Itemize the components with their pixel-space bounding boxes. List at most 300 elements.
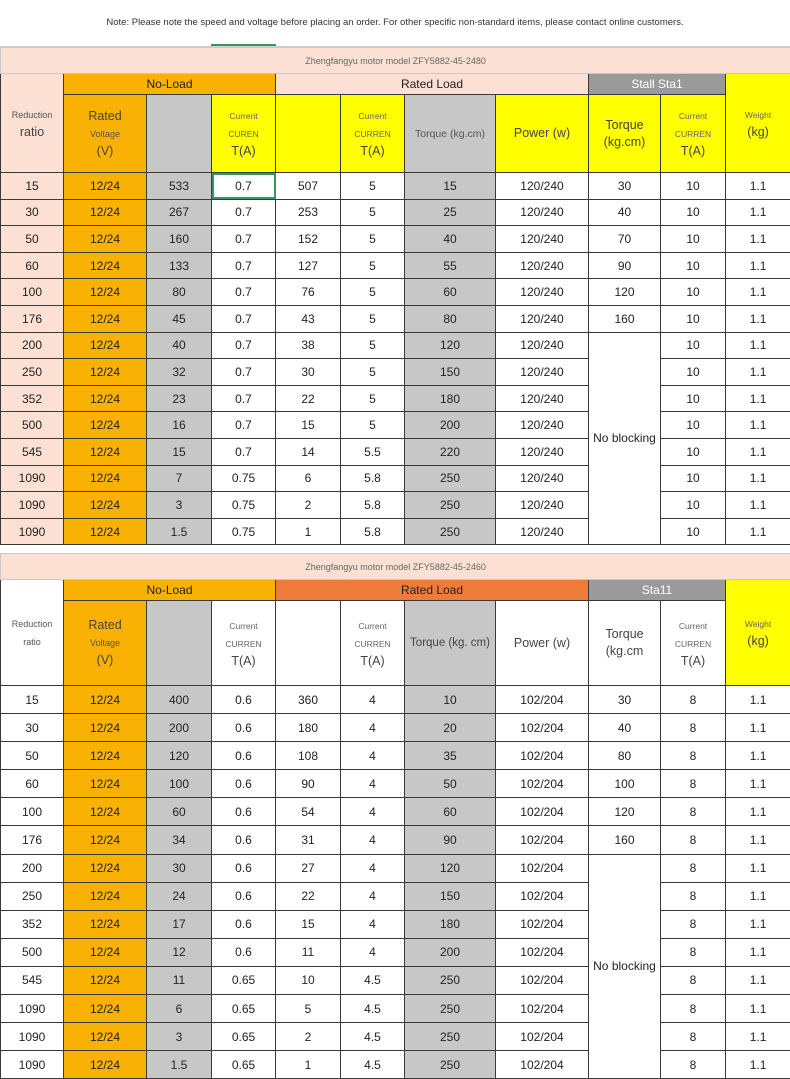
cell-nl-speed: 3: [147, 1023, 212, 1051]
cell-s-cur: 10: [661, 412, 726, 439]
cell-ratio: 1090: [1, 518, 64, 545]
cell-r-speed: 90: [276, 770, 341, 798]
cell-weight: 1.1: [726, 1051, 790, 1079]
cell-weight: 1.1: [726, 226, 790, 253]
cell-r-speed: 22: [276, 385, 341, 412]
cell-power: 102/204: [496, 938, 589, 966]
cell-r-torque: 180: [405, 910, 496, 938]
header-speed-blurred: [276, 95, 341, 173]
cell-nl-cur: 0.7: [212, 412, 276, 439]
cell-nl-cur: 0.6: [212, 798, 276, 826]
cell-volt: 12/24: [64, 1051, 147, 1079]
header-label: (kg.cm: [589, 643, 660, 660]
cell-s-cur: 8: [661, 742, 726, 770]
cell-r-speed: 30: [276, 359, 341, 386]
header-stall-current: [661, 601, 726, 686]
no-blocking-cell: No blocking: [589, 854, 661, 1079]
cell-r-cur: 4: [341, 686, 405, 714]
cell-s-cur: 10: [661, 518, 726, 545]
cell-weight: 1.1: [726, 966, 790, 994]
table-row: [1, 742, 790, 770]
cell-s-cur: 8: [661, 714, 726, 742]
header-label: Voltage: [64, 125, 146, 143]
cell-volt: 12/24: [64, 199, 147, 226]
header-rated-current: [341, 95, 405, 173]
cell-r-cur: 4: [341, 798, 405, 826]
cell-ratio: 200: [1, 332, 64, 359]
cell-volt: 12/24: [64, 938, 147, 966]
cell-r-torque: 35: [405, 742, 496, 770]
cell-nl-speed: 23: [147, 385, 212, 412]
cell-weight: 1.1: [726, 199, 790, 226]
cell-s-cur: 10: [661, 385, 726, 412]
cell-r-torque: 250: [405, 1023, 496, 1051]
cell-power: 120/240: [496, 305, 589, 332]
cell-nl-cur: 0.65: [212, 1051, 276, 1079]
cell-r-torque: 250: [405, 492, 496, 519]
cell-r-speed: 2: [276, 492, 341, 519]
cell-r-speed: 2: [276, 1023, 341, 1051]
no-blocking-cell: No blocking: [589, 332, 661, 545]
header-label: CUREN: [212, 125, 275, 143]
cell-volt: 12/24: [64, 826, 147, 854]
header-label: CURREN: [341, 635, 404, 653]
header-label: T(A): [212, 653, 275, 670]
header-label: Reduction: [1, 615, 63, 633]
cell-power: 102/204: [496, 854, 589, 882]
cell-power: 120/240: [496, 438, 589, 465]
cell-ratio: 50: [1, 226, 64, 253]
cell-nl-cur: 0.7: [212, 438, 276, 465]
cell-volt: 12/24: [64, 910, 147, 938]
cell-nl-cur: 0.7: [212, 173, 276, 200]
cell-power: 102/204: [496, 995, 589, 1023]
cell-r-torque: 55: [405, 252, 496, 279]
cell-s-torque: 80: [589, 742, 661, 770]
header-label: Rated: [64, 617, 146, 634]
cell-nl-speed: 15: [147, 438, 212, 465]
cell-volt: 12/24: [64, 966, 147, 994]
cell-r-speed: 6: [276, 465, 341, 492]
cell-power: 102/204: [496, 966, 589, 994]
cell-r-cur: 5: [341, 279, 405, 306]
cell-nl-speed: 16: [147, 412, 212, 439]
cell-r-speed: 15: [276, 412, 341, 439]
cell-nl-speed: 533: [147, 173, 212, 200]
header-label: Rated: [64, 108, 146, 125]
table-row: [1, 938, 790, 966]
cell-nl-speed: 6: [147, 995, 212, 1023]
spec-table-2480: [0, 47, 790, 545]
cell-ratio: 352: [1, 910, 64, 938]
cell-s-cur: 10: [661, 199, 726, 226]
cell-s-torque: 160: [589, 305, 661, 332]
header-label: ratio: [1, 124, 63, 141]
header-speed-blurred: [147, 601, 212, 686]
cell-volt: 12/24: [64, 226, 147, 253]
header-label: (V): [64, 143, 146, 160]
cell-nl-speed: 40: [147, 332, 212, 359]
table-row: [1, 686, 790, 714]
header-stall-torque: [589, 95, 661, 173]
cell-volt: 12/24: [64, 518, 147, 545]
cell-nl-speed: 32: [147, 359, 212, 386]
cell-ratio: 200: [1, 854, 64, 882]
cell-nl-speed: 400: [147, 686, 212, 714]
header-speed-blurred: [147, 95, 212, 173]
group-stall: Stall Sta1: [589, 74, 726, 95]
header-label: (kg): [726, 633, 790, 650]
cell-s-cur: 10: [661, 173, 726, 200]
cell-nl-cur: 0.6: [212, 714, 276, 742]
cell-r-torque: 250: [405, 966, 496, 994]
cell-r-torque: 20: [405, 714, 496, 742]
cell-r-speed: 76: [276, 279, 341, 306]
cell-r-speed: 1: [276, 518, 341, 545]
cell-s-cur: 10: [661, 226, 726, 253]
table-row: [1, 518, 790, 545]
cell-r-speed: 180: [276, 714, 341, 742]
cell-r-cur: 4: [341, 854, 405, 882]
header-label: Current: [661, 107, 725, 125]
table-row: [1, 882, 790, 910]
cell-r-torque: 250: [405, 518, 496, 545]
cell-volt: 12/24: [64, 465, 147, 492]
cell-r-speed: 31: [276, 826, 341, 854]
cell-r-cur: 4: [341, 770, 405, 798]
cell-r-cur: 4.5: [341, 966, 405, 994]
cell-nl-cur: 0.7: [212, 385, 276, 412]
cell-weight: 1.1: [726, 938, 790, 966]
header-rated-current: [341, 601, 405, 686]
cell-r-cur: 5: [341, 226, 405, 253]
cell-r-torque: 90: [405, 826, 496, 854]
cell-r-cur: 4.5: [341, 1023, 405, 1051]
cell-power: 102/204: [496, 1051, 589, 1079]
cell-volt: 12/24: [64, 714, 147, 742]
header-rated-voltage: [64, 601, 147, 686]
header-label: (V): [64, 652, 146, 669]
cell-s-cur: 8: [661, 966, 726, 994]
cell-volt: 12/24: [64, 252, 147, 279]
cell-r-cur: 5.8: [341, 492, 405, 519]
cell-nl-cur: 0.75: [212, 465, 276, 492]
header-label: (kg.cm): [589, 134, 660, 151]
header-torque: [405, 601, 496, 686]
cell-r-torque: 60: [405, 279, 496, 306]
table-row: [1, 966, 790, 994]
group-stall: Sta11: [589, 580, 726, 601]
cell-ratio: 1090: [1, 995, 64, 1023]
cell-r-torque: 220: [405, 438, 496, 465]
cell-r-cur: 4: [341, 714, 405, 742]
cell-weight: 1.1: [726, 995, 790, 1023]
cell-ratio: 1090: [1, 492, 64, 519]
cell-nl-cur: 0.6: [212, 770, 276, 798]
cell-nl-cur: 0.7: [212, 279, 276, 306]
cell-r-speed: 38: [276, 332, 341, 359]
cell-r-speed: 22: [276, 882, 341, 910]
cell-weight: 1.1: [726, 1023, 790, 1051]
cell-r-cur: 5: [341, 385, 405, 412]
cell-nl-speed: 80: [147, 279, 212, 306]
cell-nl-speed: 45: [147, 305, 212, 332]
cell-power: 102/204: [496, 826, 589, 854]
cell-volt: 12/24: [64, 798, 147, 826]
cell-r-speed: 11: [276, 938, 341, 966]
table-row: [1, 412, 790, 439]
cell-weight: 1.1: [726, 854, 790, 882]
cell-ratio: 30: [1, 714, 64, 742]
cell-power: 120/240: [496, 226, 589, 253]
header-label: T(A): [341, 653, 404, 670]
cell-volt: 12/24: [64, 1023, 147, 1051]
cell-r-cur: 5: [341, 173, 405, 200]
cell-weight: 1.1: [726, 305, 790, 332]
cell-volt: 12/24: [64, 854, 147, 882]
cell-s-torque: 120: [589, 798, 661, 826]
table-title: Zhengfangyu motor model ZFY5882-45-2460: [1, 554, 790, 580]
cell-nl-cur: 0.6: [212, 742, 276, 770]
header-reduction-ratio: [1, 74, 64, 173]
cell-r-speed: 1: [276, 1051, 341, 1079]
cell-nl-cur: 0.6: [212, 882, 276, 910]
group-no-load: No-Load: [64, 580, 276, 601]
cell-s-cur: 10: [661, 492, 726, 519]
cell-nl-speed: 30: [147, 854, 212, 882]
cell-r-torque: 150: [405, 359, 496, 386]
header-label: CURREN: [661, 125, 725, 143]
cell-volt: 12/24: [64, 770, 147, 798]
cell-s-cur: 8: [661, 798, 726, 826]
cell-weight: 1.1: [726, 173, 790, 200]
cell-nl-cur: 0.75: [212, 492, 276, 519]
header-label: CURREN: [341, 125, 404, 143]
cell-r-torque: 120: [405, 332, 496, 359]
header-label: Reduction: [1, 106, 63, 124]
cell-weight: 1.1: [726, 910, 790, 938]
cell-s-torque: 160: [589, 826, 661, 854]
cell-r-cur: 5: [341, 412, 405, 439]
cell-nl-cur: 0.6: [212, 686, 276, 714]
cell-volt: 12/24: [64, 385, 147, 412]
cell-r-cur: 4: [341, 882, 405, 910]
cell-s-cur: 10: [661, 305, 726, 332]
cell-weight: 1.1: [726, 770, 790, 798]
cell-nl-speed: 1.5: [147, 1051, 212, 1079]
cell-ratio: 500: [1, 412, 64, 439]
cell-nl-speed: 34: [147, 826, 212, 854]
cell-nl-cur: 0.75: [212, 518, 276, 545]
cell-r-cur: 4.5: [341, 1051, 405, 1079]
cell-s-torque: 40: [589, 714, 661, 742]
header-weight: [726, 580, 790, 686]
cell-nl-cur: 0.65: [212, 1023, 276, 1051]
header-label: T(A): [341, 143, 404, 160]
cell-volt: 12/24: [64, 332, 147, 359]
header-label: Current: [341, 617, 404, 635]
table-row: [1, 359, 790, 386]
cell-power: 102/204: [496, 798, 589, 826]
cell-volt: 12/24: [64, 412, 147, 439]
cell-volt: 12/24: [64, 359, 147, 386]
cell-ratio: 100: [1, 279, 64, 306]
cell-nl-cur: 0.7: [212, 252, 276, 279]
cell-r-speed: 27: [276, 854, 341, 882]
table-row: [1, 438, 790, 465]
cell-ratio: 100: [1, 798, 64, 826]
cell-nl-cur: 0.6: [212, 826, 276, 854]
cell-power: 102/204: [496, 686, 589, 714]
cell-volt: 12/24: [64, 305, 147, 332]
cell-power: 120/240: [496, 332, 589, 359]
header-label: Torque: [589, 117, 660, 134]
cell-r-cur: 5: [341, 332, 405, 359]
cell-power: 102/204: [496, 770, 589, 798]
group-rated-load: Rated Load: [276, 580, 589, 601]
cell-r-speed: 43: [276, 305, 341, 332]
header-label: Power (w): [496, 635, 588, 652]
cell-weight: 1.1: [726, 798, 790, 826]
cell-volt: 12/24: [64, 742, 147, 770]
cell-nl-speed: 3: [147, 492, 212, 519]
cell-nl-speed: 100: [147, 770, 212, 798]
cell-ratio: 30: [1, 199, 64, 226]
cell-power: 120/240: [496, 465, 589, 492]
header-reduction-ratio: [1, 580, 64, 686]
table-row: [1, 910, 790, 938]
cell-s-cur: 10: [661, 279, 726, 306]
table-title: Zhengfangyu motor model ZFY5882-45-2480: [1, 48, 790, 74]
cell-ratio: 15: [1, 173, 64, 200]
table-row: [1, 252, 790, 279]
cell-r-cur: 5.8: [341, 518, 405, 545]
table-row: [1, 173, 790, 200]
cell-nl-cur: 0.7: [212, 226, 276, 253]
cell-volt: 12/24: [64, 279, 147, 306]
header-label: Voltage: [64, 634, 146, 652]
cell-r-torque: 200: [405, 938, 496, 966]
cell-power: 120/240: [496, 412, 589, 439]
header-label: CURREN: [212, 635, 275, 653]
cell-r-torque: 250: [405, 1051, 496, 1079]
cell-volt: 12/24: [64, 882, 147, 910]
cell-r-torque: 250: [405, 995, 496, 1023]
cell-nl-cur: 0.6: [212, 854, 276, 882]
header-label: CURREN: [661, 635, 725, 653]
cell-power: 102/204: [496, 714, 589, 742]
cell-r-cur: 5: [341, 305, 405, 332]
table-row: [1, 226, 790, 253]
cell-s-cur: 8: [661, 770, 726, 798]
cell-nl-cur: 0.65: [212, 966, 276, 994]
selection-marker: [211, 44, 276, 46]
cell-weight: 1.1: [726, 385, 790, 412]
cell-power: 102/204: [496, 882, 589, 910]
cell-weight: 1.1: [726, 332, 790, 359]
cell-nl-speed: 11: [147, 966, 212, 994]
header-label: Current: [212, 107, 275, 125]
cell-r-torque: 120: [405, 854, 496, 882]
cell-nl-speed: 7: [147, 465, 212, 492]
cell-r-speed: 253: [276, 199, 341, 226]
cell-s-torque: 40: [589, 199, 661, 226]
cell-weight: 1.1: [726, 438, 790, 465]
cell-ratio: 15: [1, 686, 64, 714]
cell-nl-speed: 24: [147, 882, 212, 910]
cell-r-speed: 360: [276, 686, 341, 714]
header-label: Current: [341, 107, 404, 125]
cell-r-cur: 5: [341, 252, 405, 279]
cell-r-torque: 250: [405, 465, 496, 492]
cell-nl-speed: 200: [147, 714, 212, 742]
cell-weight: 1.1: [726, 252, 790, 279]
cell-r-cur: 4: [341, 910, 405, 938]
cell-s-cur: 8: [661, 910, 726, 938]
table-row: [1, 1023, 790, 1051]
header-stall-current: [661, 95, 726, 173]
cell-power: 120/240: [496, 518, 589, 545]
cell-weight: 1.1: [726, 518, 790, 545]
table-row: [1, 332, 790, 359]
cell-nl-speed: 60: [147, 798, 212, 826]
cell-weight: 1.1: [726, 742, 790, 770]
cell-r-cur: 4.5: [341, 995, 405, 1023]
cell-r-speed: 15: [276, 910, 341, 938]
cell-s-torque: 70: [589, 226, 661, 253]
cell-nl-cur: 0.65: [212, 995, 276, 1023]
cell-r-speed: 127: [276, 252, 341, 279]
header-speed-blurred: [276, 601, 341, 686]
cell-power: 120/240: [496, 279, 589, 306]
cell-r-speed: 54: [276, 798, 341, 826]
cell-volt: 12/24: [64, 438, 147, 465]
cell-power: 120/240: [496, 252, 589, 279]
cell-ratio: 250: [1, 359, 64, 386]
table-row: [1, 798, 790, 826]
cell-nl-cur: 0.7: [212, 332, 276, 359]
cell-r-speed: 10: [276, 966, 341, 994]
cell-r-torque: 80: [405, 305, 496, 332]
cell-r-speed: 14: [276, 438, 341, 465]
cell-s-cur: 10: [661, 332, 726, 359]
cell-weight: 1.1: [726, 279, 790, 306]
cell-weight: 1.1: [726, 465, 790, 492]
header-current: [212, 601, 276, 686]
cell-ratio: 545: [1, 438, 64, 465]
cell-nl-cur: 0.6: [212, 938, 276, 966]
cell-r-cur: 5: [341, 359, 405, 386]
order-note: Note: Please note the speed and voltage before placing an order. For other specific non-standard items, please contact online customers.: [0, 0, 790, 47]
cell-ratio: 1090: [1, 1023, 64, 1051]
cell-s-torque: 90: [589, 252, 661, 279]
cell-s-cur: 8: [661, 1023, 726, 1051]
cell-weight: 1.1: [726, 412, 790, 439]
table-row: [1, 279, 790, 306]
cell-weight: 1.1: [726, 826, 790, 854]
table-row: [1, 199, 790, 226]
cell-s-cur: 8: [661, 686, 726, 714]
header-label: Power (w): [496, 125, 588, 142]
header-label: Torque (kg. cm): [405, 635, 495, 652]
cell-ratio: 352: [1, 385, 64, 412]
cell-r-torque: 50: [405, 770, 496, 798]
header-torque: [405, 95, 496, 173]
cell-s-cur: 8: [661, 938, 726, 966]
header-label: Weight: [726, 106, 790, 124]
header-label: Torque: [589, 626, 660, 643]
header-label: Current: [661, 617, 725, 635]
